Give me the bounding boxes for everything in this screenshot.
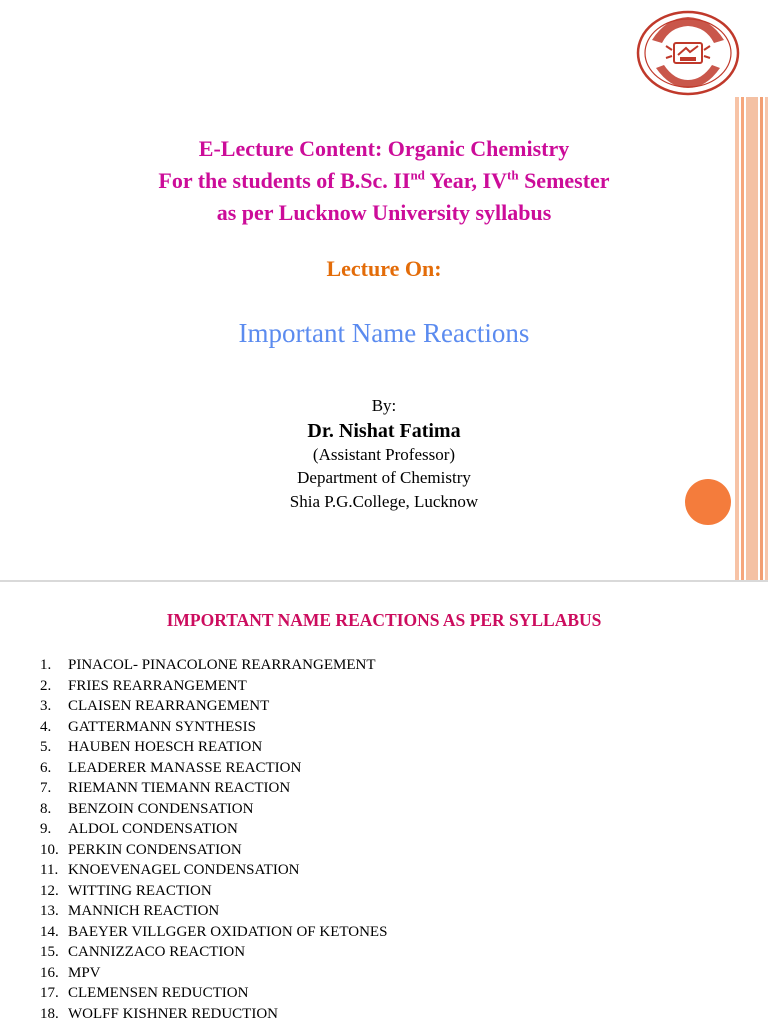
list-item-text: FRIES REARRANGEMENT	[68, 677, 247, 694]
lecture-topic: Important Name Reactions	[238, 318, 530, 348]
list-item	[40, 1004, 387, 1024]
reaction-list	[40, 655, 387, 1024]
author-department: Department of Chemistry	[297, 468, 471, 487]
list-item-text: PINACOL- PINACOLONE REARRANGEMENT	[68, 657, 376, 673]
author-designation: (Assistant Professor)	[312, 445, 456, 464]
list-item-number: 11.	[40, 862, 59, 878]
list-item-number: 2.	[40, 677, 52, 694]
superscript: th	[507, 167, 519, 183]
list-item-text: BAEYER VILLGGER OXIDATION OF KETONES	[68, 923, 388, 940]
list-item-number: 6.	[40, 759, 52, 776]
syllabus-slide	[0, 582, 768, 1024]
list-item-text: WOLFF KISHNER REDUCTION	[68, 1005, 278, 1022]
list-item	[40, 696, 387, 717]
lecture-heading	[0, 133, 768, 229]
college-seal-icon	[636, 10, 740, 96]
list-item-text: MANNICH REACTION	[68, 903, 220, 919]
list-item	[40, 717, 387, 738]
list-item	[40, 737, 387, 758]
list-item-number: 18.	[40, 1005, 59, 1022]
list-item	[40, 963, 387, 984]
list-item-text: RIEMANN TIEMANN REACTION	[68, 780, 291, 796]
list-item	[40, 922, 387, 943]
list-item-number: 16.	[40, 964, 59, 981]
heading-line-2-part: Semester	[518, 168, 610, 193]
list-item-text: MPV	[68, 964, 101, 981]
author-college: Shia P.G.College, Lucknow	[289, 492, 479, 511]
list-item-text: WITTING REACTION	[68, 882, 212, 899]
list-item-text: GATTERMANN SYNTHESIS	[68, 718, 256, 735]
list-item-number: 4.	[40, 718, 52, 735]
author-name: Dr. Nishat Fatima	[307, 420, 461, 442]
list-item-text: CLEMENSEN REDUCTION	[68, 985, 249, 1001]
heading-line-1: E-Lecture Content: Organic Chemistry	[198, 136, 570, 161]
list-item	[40, 881, 387, 902]
list-item-text: KNOEVENAGEL CONDENSATION	[68, 862, 300, 878]
list-item	[40, 840, 387, 861]
list-item-number: 9.	[40, 821, 52, 837]
heading-line-2-part: Year, IV	[424, 168, 507, 193]
list-item-number: 13.	[40, 903, 59, 919]
list-item	[40, 860, 387, 881]
list-item-number: 10.	[40, 841, 59, 858]
list-item-number: 8.	[40, 800, 52, 817]
list-item	[40, 655, 387, 676]
list-item-text: LEADERER MANASSE REACTION	[68, 759, 302, 776]
list-item-number: 15.	[40, 944, 59, 960]
list-item-number: 1.	[40, 657, 52, 673]
syllabus-title: IMPORTANT NAME REACTIONS AS PER SYLLABUS	[166, 610, 602, 630]
list-item-number: 3.	[40, 698, 52, 714]
list-item	[40, 819, 387, 840]
list-item-number: 7.	[40, 780, 52, 796]
list-item	[40, 799, 387, 820]
list-item	[40, 901, 387, 922]
list-item-text: ALDOL CONDENSATION	[68, 821, 238, 837]
list-item-text: CANNIZZACO REACTION	[68, 944, 246, 960]
list-item	[40, 758, 387, 779]
list-item	[40, 778, 387, 799]
heading-line-2	[0, 165, 768, 197]
list-item-number: 12.	[40, 882, 59, 899]
list-item	[40, 942, 387, 963]
list-item-text: BENZOIN CONDENSATION	[68, 800, 254, 817]
heading-line-3: as per Lucknow University syllabus	[216, 200, 552, 225]
list-item	[40, 676, 387, 697]
list-item-number: 17.	[40, 985, 59, 1001]
by-label: By:	[371, 396, 397, 415]
list-item-number: 5.	[40, 739, 52, 755]
list-item-number: 14.	[40, 923, 59, 940]
list-item-text: HAUBEN HOESCH REATION	[68, 739, 263, 755]
heading-line-2-part: For the students of B.Sc. II	[158, 168, 411, 193]
list-item-text: CLAISEN REARRANGEMENT	[68, 698, 270, 714]
lecture-on-label: Lecture On:	[326, 256, 442, 281]
list-item-text: PERKIN CONDENSATION	[68, 841, 242, 858]
list-item	[40, 983, 387, 1004]
superscript: nd	[410, 167, 425, 183]
